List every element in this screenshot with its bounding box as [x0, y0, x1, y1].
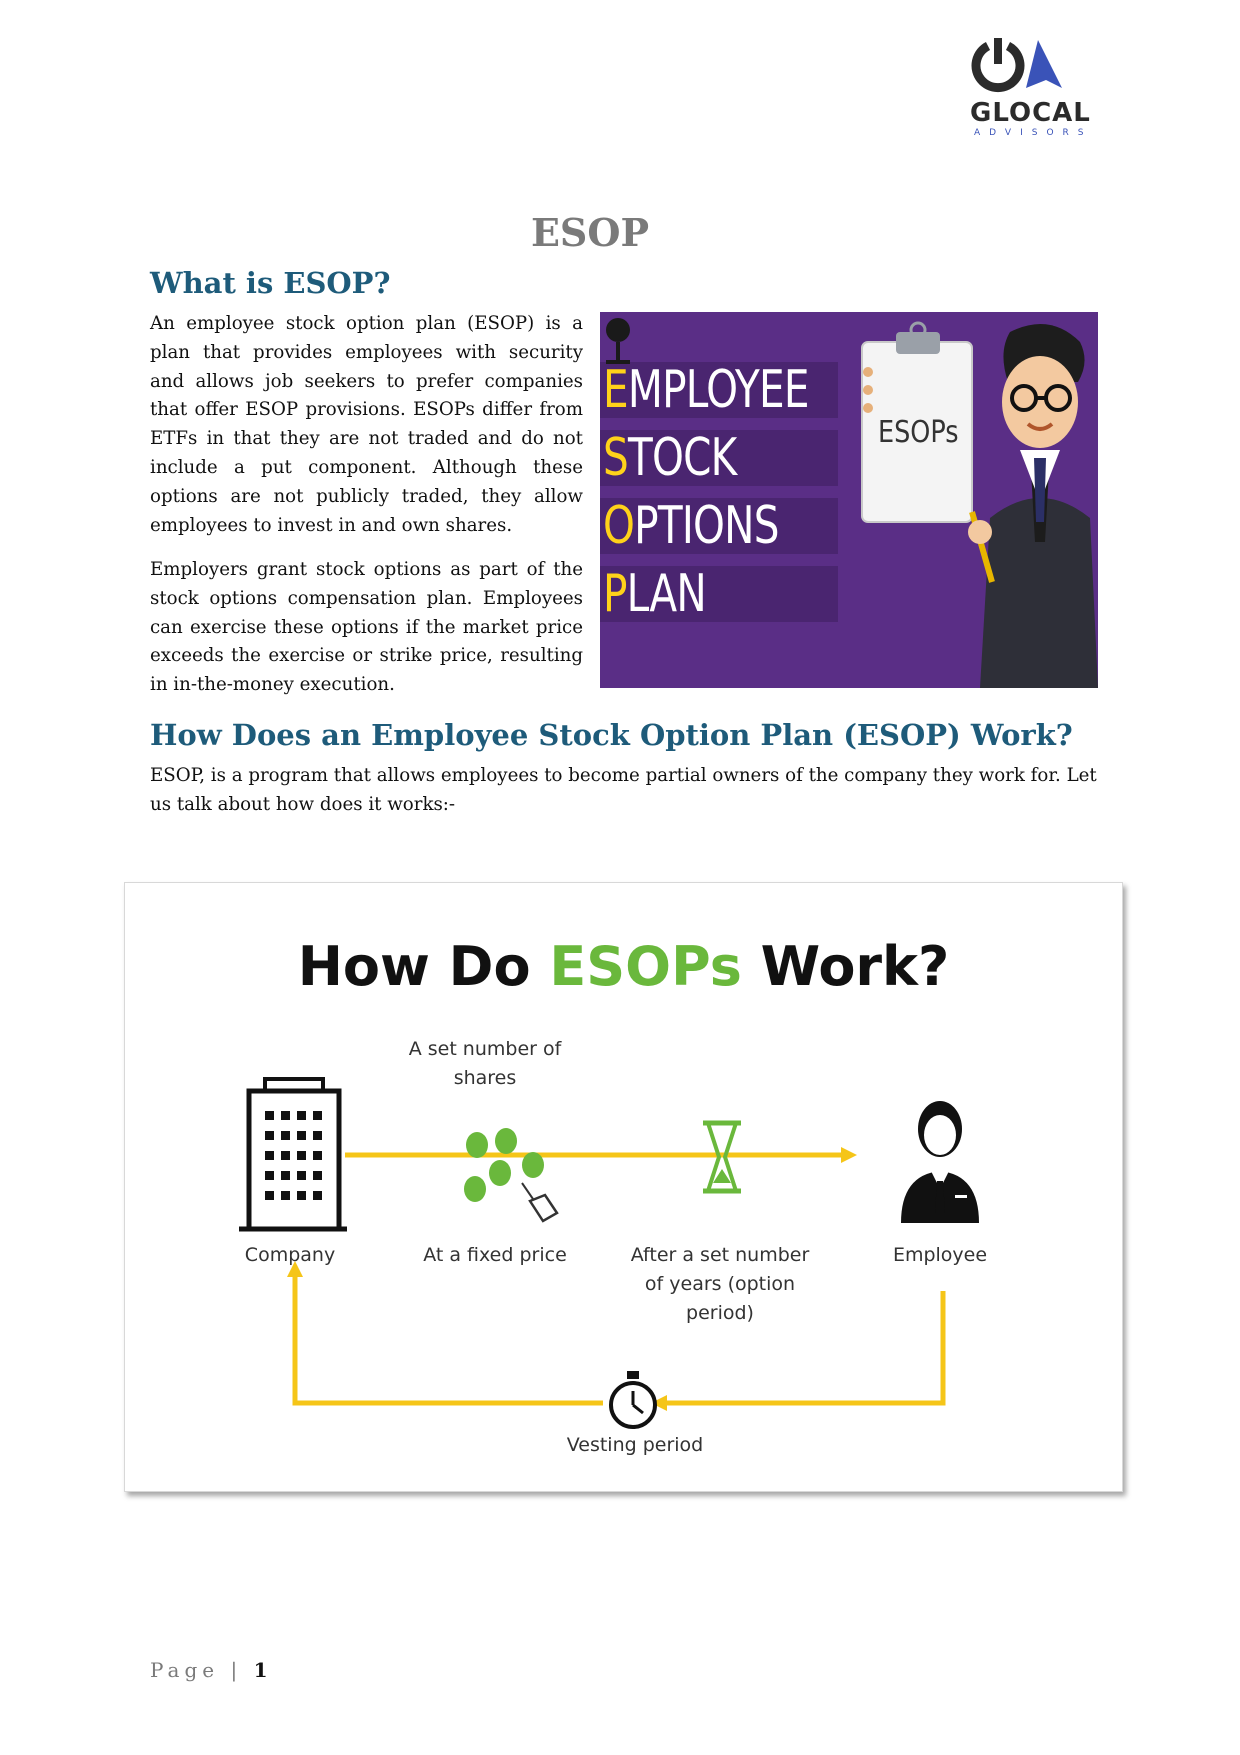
document-title: ESOP [530, 210, 650, 255]
page-footer: Page | 1 [150, 1658, 268, 1682]
label-fixed-price: At a fixed price [423, 1244, 567, 1266]
diagram-title: How Do ESOPs Work? [297, 935, 950, 998]
logo-name: GLOCAL [970, 98, 1091, 128]
section-heading-what-is-esop: What is ESOP? [150, 266, 391, 300]
svg-text:ESOPs: ESOPs [878, 413, 959, 450]
how-esops-work-diagram [124, 882, 1123, 1492]
employee-icon [901, 1101, 979, 1223]
esop-illustration [600, 312, 1098, 688]
page-number: 1 [253, 1658, 268, 1682]
illus-word-stock: STOCK [603, 428, 737, 488]
shares-coins-icon [464, 1128, 544, 1202]
company-logo [968, 36, 1093, 146]
flow-arrow-bottom-left [295, 1275, 603, 1403]
illus-word-options: OPTIONS [603, 496, 779, 556]
label-company: Company [244, 1244, 336, 1266]
paragraph-esop-program: ESOP, is a program that allows employees to become partial owners of the company they work for. Let us talk about how does it works:- [150, 765, 1097, 815]
diagram-graphics [125, 883, 1122, 1491]
label-shares: A set number of shares [408, 1038, 562, 1089]
illus-word-employee: EMPLOYEE [603, 360, 809, 420]
label-employee: Employee [892, 1244, 988, 1266]
clipboard-man-icon [600, 312, 1098, 688]
logo-mark-icon [968, 36, 1088, 100]
section-heading-how-esop-works: How Does an Employee Stock Option Plan (ESOP) Work? [150, 718, 1073, 752]
building-icon [239, 1079, 347, 1229]
label-vesting-period: Vesting period [566, 1434, 704, 1456]
paragraph-stock-options-grant: Employers grant stock options as part of the stock options compensation plan. Employees can exercise these options if the market price exceeds the exercise or strike price, resulting in in-the-money execution. [150, 559, 583, 696]
label-option-period: After a set number of years (option period) [630, 1244, 810, 1324]
price-tag-icon [522, 1183, 557, 1221]
stopwatch-icon [611, 1371, 655, 1427]
illus-word-plan: PLAN [603, 564, 706, 624]
paragraph-esop-definition: An employee stock option plan (ESOP) is a plan that provides employees with security and allows job seekers to prefer companies that offer ESOP provisions. ESOPs differ from ETFs in that they are not traded and do not include a put component. Although these options are not publicly traded, they allow employees to invest in and own shares. [150, 313, 583, 536]
logo-subtitle: ADVISORS [974, 128, 1093, 138]
